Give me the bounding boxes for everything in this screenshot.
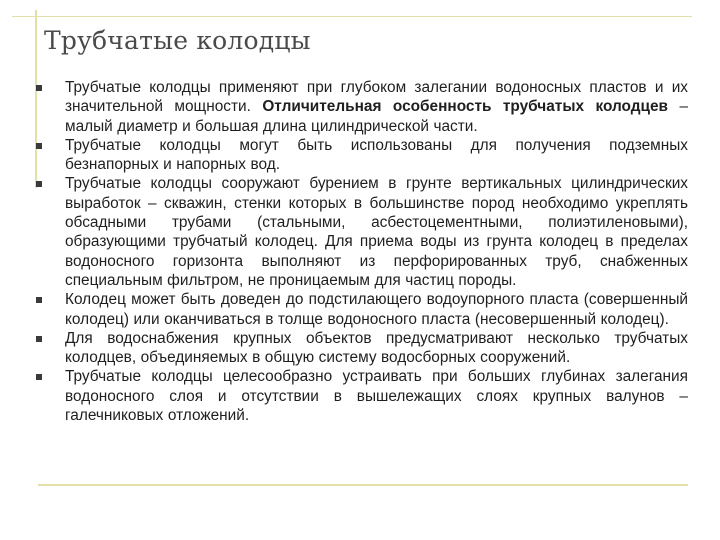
list-item bbox=[34, 367, 688, 425]
square-bullet-icon bbox=[36, 85, 42, 91]
square-bullet-icon bbox=[36, 336, 42, 342]
frame-top-line bbox=[12, 16, 692, 17]
item-text: Колодец может быть доведен до подстилающего водоупорного пласта (совершенный колодец) или оканчиваться в толще водоносного пласта (несовершенный колодец). bbox=[65, 291, 688, 328]
square-bullet-icon bbox=[36, 297, 42, 303]
square-bullet-icon bbox=[36, 181, 42, 187]
slide-title: Трубчатые колодцы bbox=[44, 26, 311, 55]
item-text: Трубчатые колодцы сооружают бурением в грунте вертикальных цилиндрических выработок – скважин, стенки которых в большинстве пород необходимо укреплять обсадными трубами (стальными, асбестоцементными, полиэтиленовыми), образующими трубчатый колодец. Для приема воды из грунта колодец в пределах водоносного горизонта выполняют из перфорированных труб, снабженных специальным фильтром, не проницаемым для частиц породы. bbox=[65, 175, 688, 289]
list-item bbox=[34, 136, 688, 175]
list-item bbox=[34, 329, 688, 368]
item-text: – малый диаметр и большая длина цилиндрической части. bbox=[65, 98, 689, 135]
square-bullet-icon bbox=[36, 374, 42, 380]
bottom-rule bbox=[38, 484, 688, 486]
list-item bbox=[34, 290, 688, 329]
item-text: Трубчатые колодцы применяют при глубоком залегании водоносных пластов и их значительной мощности. bbox=[65, 79, 688, 116]
square-bullet-icon bbox=[36, 143, 42, 149]
item-text: Для водоснабжения крупных объектов предусматривают несколько трубчатых колодцев, объединяемых в общую систему водосборных сооружений. bbox=[65, 329, 688, 367]
item-text: Трубчатые колодцы могут быть использованы для получения подземных безнапорных и напорных вод. bbox=[65, 136, 688, 174]
bullet-list bbox=[34, 78, 688, 425]
item-bold-text: Отличительная особенность трубчатых колодцев bbox=[262, 98, 669, 116]
item-text: Трубчатые колодцы целесообразно устраивать при больших глубинах залегания водоносного слоя и отсутствии в вышележащих слоях крупных валунов – галечниковых отложений. bbox=[65, 368, 688, 425]
list-item bbox=[34, 78, 688, 136]
list-item bbox=[34, 174, 688, 290]
